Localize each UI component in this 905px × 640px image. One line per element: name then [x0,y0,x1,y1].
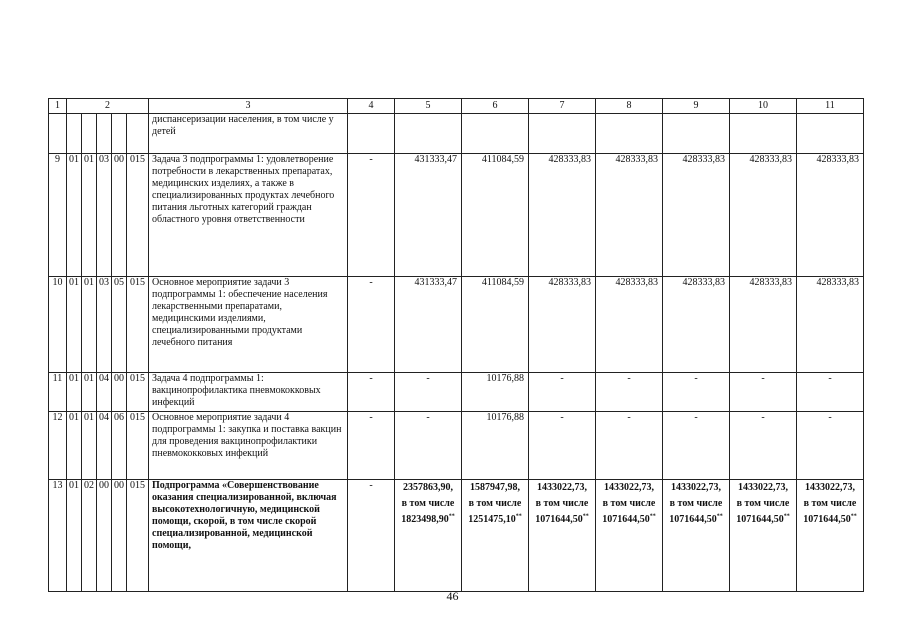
row-number: 13 [49,480,67,592]
value-part-wrap [664,512,728,528]
empty-cell [797,114,864,154]
value-cell: 411084,59 [462,154,529,277]
value-total: 1433022,73, [537,482,587,493]
value-cell: 428333,83 [596,277,663,373]
value-cell [797,480,864,592]
value-cell: - [663,373,730,412]
empty-cell [49,114,67,154]
value-part: 1823498,90 [401,514,449,525]
value-cell: - [797,373,864,412]
column-header: 6 [462,99,529,114]
continuation-row [49,114,864,154]
column-header: 10 [730,99,797,114]
empty-cell [462,114,529,154]
value-cell: - [529,373,596,412]
column-header: 9 [663,99,730,114]
header-row [49,99,864,114]
value-part: 1071644,50 [803,514,851,525]
value-cell: 428333,83 [529,277,596,373]
column-header: 1 [49,99,67,114]
empty-cell [348,114,395,154]
code-cell: 01 [67,373,82,412]
empty-cell [395,114,462,154]
including-label: в том числе [535,498,589,509]
code-cell: 00 [112,373,127,412]
value-cell: 428333,83 [529,154,596,277]
including-label: в том числе [468,498,522,509]
code-cell: 00 [112,154,127,277]
value-cell: 428333,83 [596,154,663,277]
value-cell: 10176,88 [462,412,529,480]
value-cell: 411084,59 [462,277,529,373]
empty-cell [127,114,149,154]
code-cell: 00 [97,480,112,592]
code-cell: 01 [82,412,97,480]
value-cell: 431333,47 [395,277,462,373]
code-cell: 05 [112,277,127,373]
table-body [49,99,864,592]
value-cell [529,480,596,592]
empty-cell [82,114,97,154]
including-label: в том числе [669,498,723,509]
value-cell [395,480,462,592]
value-total: 1433022,73, [738,482,788,493]
row-number: 10 [49,277,67,373]
row-description: Основное мероприятие задачи 4 подпрограммы 1: закупка и поставка вакцин для проведения вакцинопрофилактики пневмококковых инфекций [149,412,348,480]
including-label: в том числе [602,498,656,509]
value-cell [730,480,797,592]
footnote-mark: ** [783,513,790,520]
value-cell: - [395,412,462,480]
col4-cell: - [348,277,395,373]
value-total: 1433022,73, [805,482,855,493]
footnote-mark: ** [716,513,723,520]
empty-cell [596,114,663,154]
code-cell: 015 [127,373,149,412]
col4-cell: - [348,373,395,412]
including-label: в том числе [401,498,455,509]
code-cell: 01 [82,373,97,412]
value-part-wrap [463,512,527,528]
value-cell: 428333,83 [663,154,730,277]
code-cell: 01 [82,154,97,277]
code-cell: 06 [112,412,127,480]
footnote-mark: ** [515,513,522,520]
column-header: 5 [395,99,462,114]
col4-cell: - [348,480,395,592]
code-cell: 03 [97,154,112,277]
value-cell [663,480,730,592]
row-description: Задача 3 подпрограммы 1: удовлетворение потребности в лекарственных препаратах, медицинских изделиях, а также в специализированных продуктах лечебного питания льготных категорий граждан областного уровня ответственности [149,154,348,277]
col4-cell: - [348,412,395,480]
value-cell: - [797,412,864,480]
code-cell: 01 [67,277,82,373]
value-part-wrap [731,512,795,528]
value-cell: - [596,412,663,480]
value-cell: 428333,83 [730,154,797,277]
footnote-mark: ** [850,513,857,520]
column-header: 4 [348,99,395,114]
subprogram-row [49,480,864,592]
code-cell: 015 [127,154,149,277]
table-row [49,373,864,412]
budget-table [48,98,864,592]
footnote-mark: ** [649,513,656,520]
value-part: 1071644,50 [669,514,717,525]
column-header: 3 [149,99,348,114]
col4-cell: - [348,154,395,277]
value-cell: 431333,47 [395,154,462,277]
including-label: в том числе [803,498,857,509]
code-cell: 01 [82,277,97,373]
code-cell: 02 [82,480,97,592]
column-header: 11 [797,99,864,114]
value-total: 1433022,73, [671,482,721,493]
code-cell: 015 [127,277,149,373]
code-cell: 04 [97,412,112,480]
value-total: 2357863,90, [403,482,453,493]
column-header: 8 [596,99,663,114]
empty-cell [730,114,797,154]
code-cell: 015 [127,480,149,592]
value-cell: - [596,373,663,412]
value-part: 1071644,50 [602,514,650,525]
value-part-wrap [530,512,594,528]
page-number: 46 [446,589,459,603]
value-part-wrap [396,512,460,528]
table-row [49,154,864,277]
empty-cell [112,114,127,154]
column-header: 7 [529,99,596,114]
empty-cell [663,114,730,154]
footnote-mark: ** [448,513,455,520]
value-cell: - [395,373,462,412]
footnote-mark: ** [582,513,589,520]
table-row [49,277,864,373]
row-number: 12 [49,412,67,480]
value-total: 1433022,73, [604,482,654,493]
including-label: в том числе [736,498,790,509]
value-total: 1587947,98, [470,482,520,493]
empty-cell [97,114,112,154]
code-cell: 01 [67,412,82,480]
value-cell: - [730,412,797,480]
row-description: диспансеризации населения, в том числе у детей [149,114,348,154]
code-cell: 015 [127,412,149,480]
code-cell: 01 [67,480,82,592]
row-description: Основное мероприятие задачи 3 подпрограммы 1: обеспечение населения лекарственными препаратами, медицинскими изделиями, специализированными продуктами лечебного питания [149,277,348,373]
value-part: 1071644,50 [736,514,784,525]
value-part-wrap [798,512,862,528]
value-cell [596,480,663,592]
column-header: 2 [67,99,149,114]
value-cell: - [730,373,797,412]
value-cell [462,480,529,592]
row-description: Задача 4 подпрограммы 1: вакцинопрофилактика пневмококковых инфекций [149,373,348,412]
row-description: Подпрограмма «Совершенствование оказания специализированной, включая высокотехнологичную, медицинской помощи, скорой, в том числе скорой специализированной, медицинской помощи, [149,480,348,592]
row-number: 11 [49,373,67,412]
code-cell: 00 [112,480,127,592]
value-cell: - [529,412,596,480]
code-cell: 01 [67,154,82,277]
value-cell: 10176,88 [462,373,529,412]
value-cell: - [663,412,730,480]
value-part: 1251475,10 [468,514,516,525]
empty-cell [67,114,82,154]
value-part: 1071644,50 [535,514,583,525]
value-cell: 428333,83 [797,277,864,373]
table-row [49,412,864,480]
value-part-wrap [597,512,661,528]
value-cell: 428333,83 [730,277,797,373]
code-cell: 03 [97,277,112,373]
value-cell: 428333,83 [663,277,730,373]
empty-cell [529,114,596,154]
value-cell: 428333,83 [797,154,864,277]
code-cell: 04 [97,373,112,412]
row-number: 9 [49,154,67,277]
